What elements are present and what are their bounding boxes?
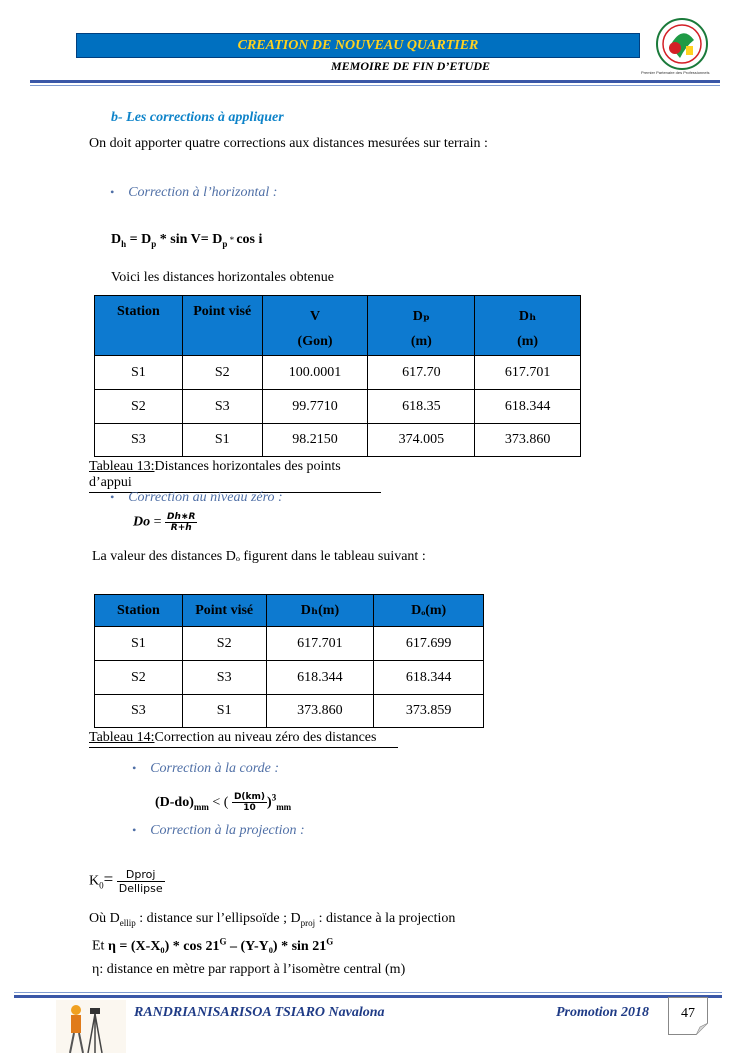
surveyor-icon bbox=[56, 1000, 126, 1053]
fraction-numerator: Dh∗R bbox=[167, 512, 196, 522]
caption-label: Tableau 14: bbox=[89, 730, 155, 745]
header-subtitle: MEMOIRE DE FIN D’ETUDE bbox=[330, 59, 490, 73]
horizontal-formula bbox=[111, 232, 262, 249]
eta-formula bbox=[92, 936, 333, 955]
header-cell bbox=[262, 296, 368, 356]
table-cell: S3 bbox=[182, 390, 262, 424]
fraction-denominator: 10 bbox=[243, 803, 256, 814]
header-label: V bbox=[309, 309, 321, 324]
table-cell: 617.70 bbox=[368, 356, 475, 390]
def-sub: proj bbox=[300, 917, 316, 928]
header-cell: Dₕ(m) bbox=[266, 595, 374, 627]
def-sub: ellip bbox=[119, 917, 136, 928]
table-row bbox=[95, 661, 484, 695]
bullet-dot-icon: • bbox=[132, 823, 137, 837]
table-cell: 618.344 bbox=[266, 661, 374, 695]
header-cell bbox=[182, 296, 262, 356]
fraction-numerator: Dproj bbox=[117, 868, 165, 882]
section-intro: On doit apporter quatre corrections aux distances mesurées sur terrain : bbox=[89, 136, 488, 151]
header-title-bar bbox=[76, 33, 640, 58]
section-heading: b- Les corrections à appliquer bbox=[111, 110, 284, 125]
bullet-projection bbox=[132, 823, 305, 839]
formula-sub: mm bbox=[276, 801, 292, 812]
caption-text: Distances horizontales des points d’appui bbox=[89, 459, 341, 490]
formula-part: cos i bbox=[236, 232, 263, 247]
header-cell bbox=[368, 296, 475, 356]
header-cell bbox=[95, 296, 183, 356]
bullet-corde bbox=[132, 761, 279, 777]
table-cell: 618.35 bbox=[368, 390, 475, 424]
formula-fraction bbox=[232, 792, 267, 813]
table-cell: S2 bbox=[95, 661, 183, 695]
table-cell: 618.344 bbox=[374, 661, 484, 695]
footer-promotion: Promotion 2018 bbox=[556, 1005, 649, 1020]
footer-rule bbox=[14, 995, 722, 998]
table-cell: 617.701 bbox=[266, 627, 374, 661]
table-cell: S2 bbox=[95, 390, 183, 424]
formula-sup: G bbox=[219, 936, 227, 946]
table-cell: 373.860 bbox=[475, 424, 581, 457]
formula-part: – (Y-Y₀) * sin 21 bbox=[226, 938, 327, 954]
table-zero-correction bbox=[94, 594, 484, 728]
table-cell: 617.701 bbox=[475, 356, 581, 390]
table-cell: S1 bbox=[95, 356, 183, 390]
fraction-denominator: R+h bbox=[170, 523, 192, 533]
header-label: Point visé bbox=[193, 304, 252, 319]
header-cell bbox=[475, 296, 581, 356]
header-title: CREATION DE NOUVEAU QUARTIER bbox=[237, 38, 479, 53]
table-cell: 100.0001 bbox=[262, 356, 368, 390]
formula-part: < ( bbox=[208, 795, 229, 810]
formula-part: * sin V= D bbox=[156, 232, 223, 247]
header-cell: Point visé bbox=[182, 595, 266, 627]
fraction-numerator: D(km) bbox=[233, 792, 266, 803]
formula-sub: h bbox=[121, 238, 127, 249]
bullet-dot-icon: • bbox=[110, 185, 115, 199]
table-horizontal-distances bbox=[94, 295, 581, 457]
header-cell: Station bbox=[95, 595, 183, 627]
header-cell: Dₒ(m) bbox=[374, 595, 484, 627]
eta-definition: η: distance en mètre par rapport à l’isomètre central (m) bbox=[92, 962, 406, 977]
horizontal-lead: Voici les distances horizontales obtenue bbox=[111, 270, 334, 285]
header-unit: (Gon) bbox=[297, 334, 333, 349]
table-row bbox=[95, 424, 581, 457]
table-cell: S2 bbox=[182, 356, 262, 390]
formula-fraction bbox=[117, 868, 165, 895]
bullet-horizontal-label: Correction à l’horizontal : bbox=[128, 185, 278, 200]
formula-part: K bbox=[89, 873, 100, 889]
bullet-corde-label: Correction à la corde : bbox=[150, 761, 280, 776]
table-row bbox=[95, 356, 581, 390]
table-cell: 618.344 bbox=[475, 390, 581, 424]
formula-sup: 3 bbox=[271, 792, 277, 803]
formula-sub: mm bbox=[193, 801, 209, 812]
projection-formula bbox=[89, 868, 165, 895]
page-number bbox=[668, 997, 708, 1035]
table-cell: 373.859 bbox=[374, 695, 484, 728]
formula-part: Do bbox=[133, 514, 151, 530]
bullet-dot-icon: • bbox=[132, 761, 137, 775]
table-cell: S1 bbox=[182, 424, 262, 457]
footer-rule-thin bbox=[14, 992, 722, 993]
header-label: Station bbox=[117, 304, 160, 319]
formula-part: η = (X-X₀) * cos 21 bbox=[107, 938, 220, 954]
header-label: Dₕ bbox=[518, 309, 537, 324]
def-text: Où D bbox=[89, 911, 120, 926]
table-row bbox=[95, 390, 581, 424]
table-row bbox=[95, 695, 484, 728]
table-header-row bbox=[95, 595, 484, 627]
table-14-caption bbox=[89, 730, 398, 748]
zero-lead: La valeur des distances Dₒ figurent dans le tableau suivant : bbox=[92, 549, 426, 564]
formula-part: * bbox=[227, 235, 237, 245]
page-curl-icon bbox=[696, 1023, 708, 1035]
caption-text: Correction au niveau zéro des distances bbox=[154, 730, 377, 745]
formula-part: = bbox=[103, 869, 114, 889]
table-cell: S1 bbox=[182, 695, 266, 728]
corde-formula bbox=[155, 783, 291, 813]
table-13-caption bbox=[89, 459, 381, 493]
header-unit: (m) bbox=[410, 334, 432, 349]
footer-author: RANDRIANISARISOA TSIARO Navalona bbox=[134, 1005, 385, 1020]
bullet-zero-label: Correction au niveau zéro : bbox=[128, 490, 283, 505]
table-cell: S2 bbox=[182, 627, 266, 661]
bullet-projection-label: Correction à la projection : bbox=[150, 823, 305, 838]
header-rule-thin bbox=[30, 85, 720, 86]
formula-sub: 0 bbox=[99, 880, 104, 891]
projection-definition bbox=[89, 911, 455, 928]
caption-label: Tableau 13: bbox=[89, 459, 155, 474]
header-unit: (m) bbox=[517, 334, 539, 349]
bullet-horizontal bbox=[110, 185, 277, 201]
table-row bbox=[95, 627, 484, 661]
formula-part: (D-do) bbox=[155, 795, 194, 810]
formula-sup: G bbox=[326, 936, 334, 946]
table-cell: S3 bbox=[95, 424, 183, 457]
logo-tagline: Premier Partenaire des Professionnels bbox=[641, 70, 710, 75]
table-cell: S3 bbox=[95, 695, 183, 728]
fraction-denominator: Dellipse bbox=[118, 882, 163, 895]
formula-part: = D bbox=[126, 232, 152, 247]
formula-sub: p bbox=[222, 238, 228, 249]
bullet-dot-icon: • bbox=[110, 490, 115, 504]
formula-part: ) bbox=[267, 795, 272, 810]
table-header-row bbox=[95, 296, 581, 356]
def-text: : distance à la projection bbox=[315, 911, 456, 926]
table-cell: S1 bbox=[95, 627, 183, 661]
table-cell: 98.2150 bbox=[262, 424, 368, 457]
def-text: : distance sur l’ellipsoïde ; D bbox=[135, 911, 301, 926]
formula-fraction bbox=[165, 512, 197, 533]
formula-sub: p bbox=[151, 238, 157, 249]
table-cell: 373.860 bbox=[266, 695, 374, 728]
zero-formula bbox=[133, 512, 197, 533]
formula-part: D bbox=[111, 232, 122, 247]
table-cell: 374.005 bbox=[368, 424, 475, 457]
formula-part: Et bbox=[92, 938, 108, 954]
table-cell: S3 bbox=[182, 661, 266, 695]
table-cell: 617.699 bbox=[374, 627, 484, 661]
formula-part: = bbox=[153, 514, 162, 530]
table-cell: 99.7710 bbox=[262, 390, 368, 424]
bullet-zero bbox=[110, 490, 283, 506]
header-label: Dₚ bbox=[412, 309, 430, 324]
page-number-text: 47 bbox=[681, 1006, 695, 1021]
header-rule bbox=[30, 80, 720, 83]
